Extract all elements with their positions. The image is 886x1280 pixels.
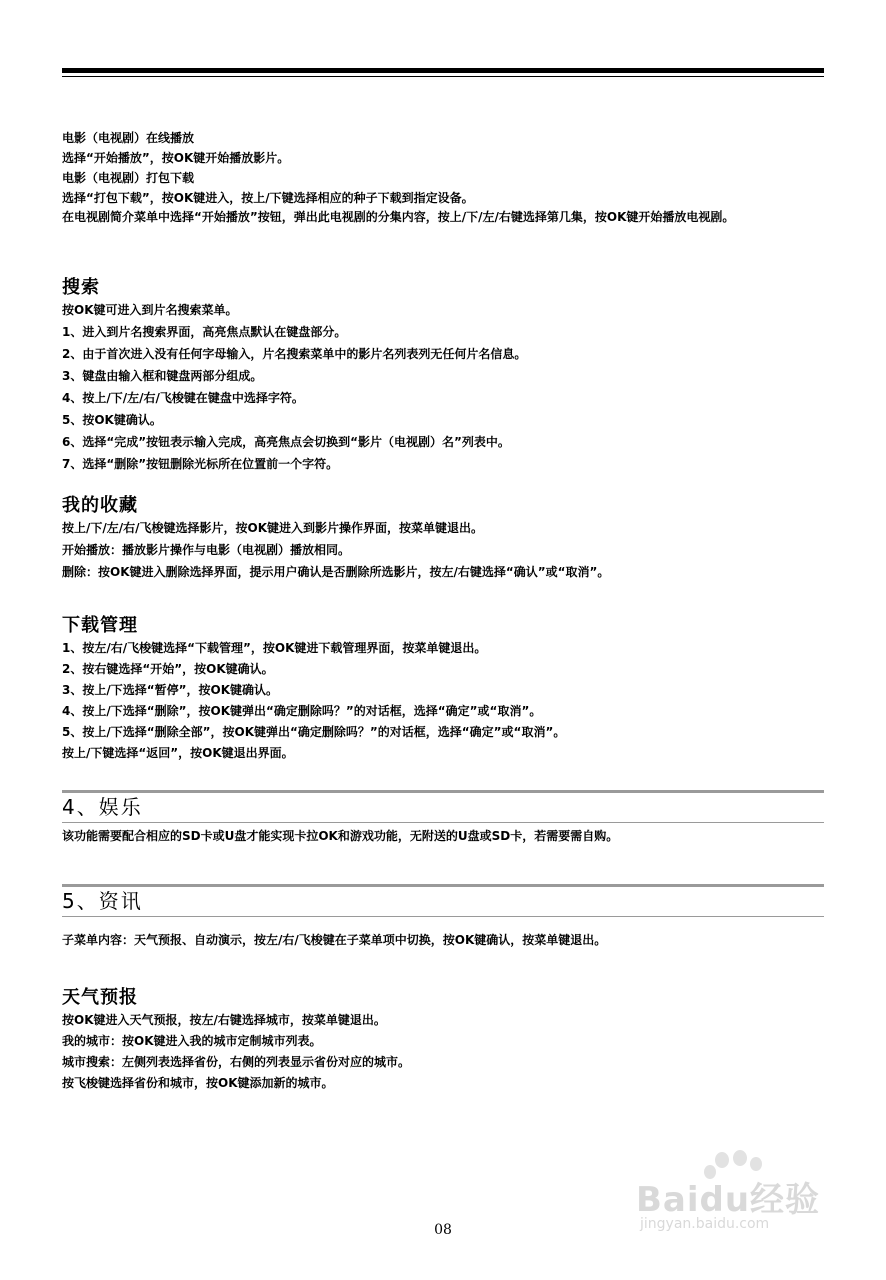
- section-rule-top: [62, 884, 824, 887]
- favorites-line: 删除：按OK键进入删除选择界面，提示用户确认是否删除所选影片，按左/右键选择“确认”或“取消”。: [62, 565, 610, 579]
- search-line: 5、按OK键确认。: [62, 413, 162, 427]
- search-line: 3、键盘由输入框和键盘两部分组成。: [62, 369, 263, 383]
- search-section: [62, 276, 832, 474]
- favorites-heading: 我的收藏: [62, 495, 138, 516]
- downloads-section: [62, 614, 832, 763]
- section-rule-bottom: [62, 916, 824, 917]
- downloads-heading: 下载管理: [62, 615, 138, 636]
- news-title: 5、资讯: [62, 889, 143, 913]
- watermark-url: jingyan.baidu.com: [640, 1216, 770, 1232]
- favorites-section: [62, 494, 832, 582]
- intro-line: 电影（电视剧）打包下载: [62, 171, 195, 185]
- intro-line: 选择“打包下载”，按OK键进入，按上/下键选择相应的种子下载到指定设备。: [62, 191, 474, 205]
- intro-section: [62, 128, 832, 226]
- favorites-line: 按上/下/左/右/飞梭键选择影片，按OK键进入到影片操作界面，按菜单键退出。: [62, 521, 484, 535]
- downloads-line: 2、按右键选择“开始”，按OK键确认。: [62, 662, 274, 676]
- intro-line: 电影（电视剧）在线播放: [62, 131, 195, 145]
- weather-line: 按飞梭键选择省份和城市，按OK键添加新的城市。: [62, 1076, 334, 1090]
- search-line: 6、选择“完成”按钮表示输入完成，高亮焦点会切换到“影片（电视剧）名”列表中。: [62, 435, 510, 449]
- news-line: 子菜单内容：天气预报、自动演示，按左/右/飞梭键在子菜单项中切换，按OK键确认，按菜单键退出。: [62, 933, 607, 947]
- downloads-line: 1、按左/右/飞梭键选择“下载管理”，按OK键进下载管理界面，按菜单键退出。: [62, 641, 487, 655]
- intro-line: 在电视剧简介菜单中选择“开始播放”按钮，弹出此电视剧的分集内容，按上/下/左/右键选择第几集，按OK键开始播放电视剧。: [62, 210, 735, 224]
- weather-line: 城市搜索：左侧列表选择省份，右侧的列表显示省份对应的城市。: [62, 1055, 411, 1069]
- watermark-logo: Baidu经验: [636, 1180, 821, 1220]
- page-number: 08: [434, 1222, 452, 1238]
- downloads-line: 3、按上/下选择“暂停”，按OK键确认。: [62, 683, 279, 697]
- weather-line: 按OK键进入天气预报，按左/右键选择城市，按菜单键退出。: [62, 1013, 386, 1027]
- section-rule-bottom: [62, 822, 824, 823]
- intro-line: 选择“开始播放”，按OK键开始播放影片。: [62, 151, 290, 165]
- downloads-line: 4、按上/下选择“删除”，按OK键弹出“确定删除吗？”的对话框，选择“确定”或“取消”。: [62, 704, 542, 718]
- news-section: [62, 930, 832, 950]
- search-line: 1、进入到片名搜索界面，高亮焦点默认在键盘部分。: [62, 325, 347, 339]
- entertainment-title: 4、娱乐: [62, 795, 143, 819]
- search-line: 4、按上/下/左/右/飞梭键在键盘中选择字符。: [62, 391, 304, 405]
- weather-line: 我的城市：按OK键进入我的城市定制城市列表。: [62, 1034, 322, 1048]
- entertainment-line: 该功能需要配合相应的SD卡或U盘才能实现卡拉OK和游戏功能，无附送的U盘或SD卡，若需要需自购。: [62, 829, 619, 843]
- favorites-line: 开始播放：播放影片操作与电影（电视剧）播放相同。: [62, 543, 351, 557]
- search-line: 2、由于首次进入没有任何字母输入，片名搜索菜单中的影片名列表列无任何片名信息。: [62, 347, 527, 361]
- downloads-line: 5、按上/下选择“删除全部”，按OK键弹出“确定删除吗？”的对话框，选择“确定”或“取消”。: [62, 725, 566, 739]
- section-rule-top: [62, 790, 824, 793]
- weather-heading: 天气预报: [62, 987, 138, 1008]
- search-line: 按OK键可进入到片名搜索菜单。: [62, 303, 238, 317]
- header-rule-thin: [62, 76, 824, 77]
- downloads-line: 按上/下键选择“返回”，按OK键退出界面。: [62, 746, 294, 760]
- weather-section: [62, 986, 832, 1093]
- header-rule-thick: [62, 68, 824, 73]
- search-heading: 搜索: [62, 277, 100, 298]
- search-line: 7、选择“删除”按钮删除光标所在位置前一个字符。: [62, 457, 339, 471]
- entertainment-section: [62, 826, 832, 846]
